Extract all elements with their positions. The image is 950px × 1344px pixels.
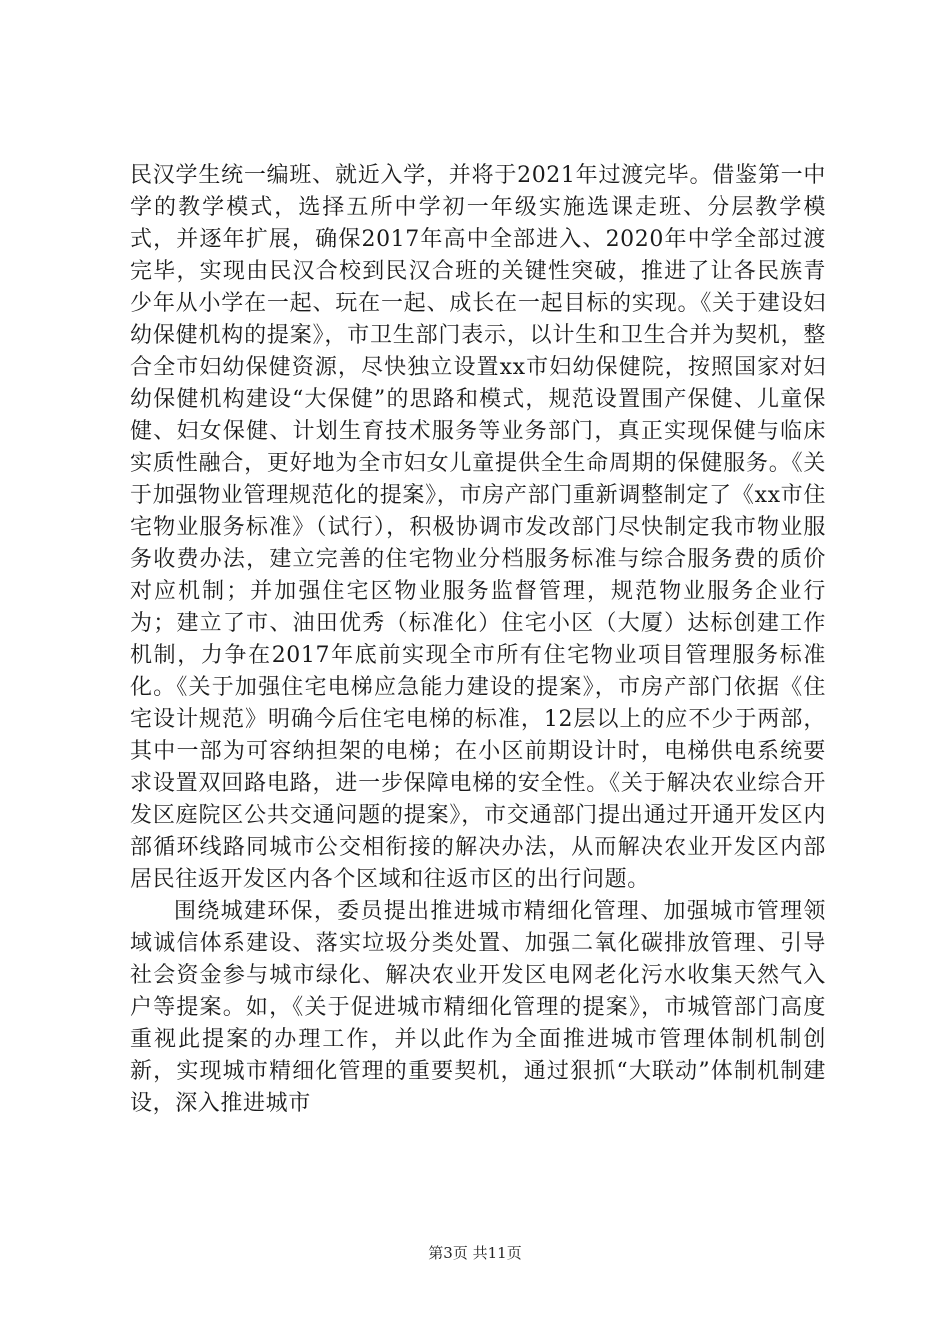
paragraph-urban-environment: 围绕城建环保，委员提出推进城市精细化管理、加强城市管理领域诚信体系建设、落实垃圾分类处置、加强二氧化碳排放管理、引导社会资金参与城市绿化、解决农业开发区电网老化污水收集天然气入户等提案。如，《关于促进城市精细化管理的提案》，市城管部门高度重视此提案的办理工作，并以此作为全面推进城市管理体制机制创新，实现城市精细化管理的重要契机，通过狠抓“大联动”体制机制建设，深入推进城市 <box>130 899 826 1116</box>
paragraph-continued: 民汉学生统一编班、就近入学，并将于2021年过渡完毕。借鉴第一中学的教学模式，选择五所中学初一年级实施选课走班、分层教学模式，并逐年扩展，确保2017年高中全部进入、2020年中学全部过渡完毕，实现由民汉合校到民汉合班的关键性突破，推进了让各民族青少年从小学在一起、玩在一起、成长在一起目标的实现。《关于建设妇幼保健机构的提案》，市卫生部门表示，以计生和卫生合并为契机，整合全市妇幼保健资源，尽快独立设置xx市妇幼保健院，按照国家对妇幼保健机构建设“大保健”的思路和模式，规范设置围产保健、儿童保健、妇女保健、计划生育技术服务等业务部门，真正实现保健与临床实质性融合，更好地为全市妇女儿童提供全生命周期的保健服务。《关于加强物业管理规范化的提案》，市房产部门重新调整制定了《xx市住宅物业服务标准》（试行），积极协调市发改部门尽快制定我市物业服务收费办法，建立完善的住宅物业分档服务标准与综合服务费的质价对应机制；并加强住宅区物业服务监督管理，规范物业服务企业行为；建立了市、油田优秀（标准化）住宅小区（大厦）达标创建工作机制，力争在2017年底前实现全市所有住宅物业项目管理服务标准化。《关于加强住宅电梯应急能力建设的提案》，市房产部门依据《住宅设计规范》明确今后住宅电梯的标准，12层以上的应不少于两部，其中一部为可容纳担架的电梯；在小区前期设计时，电梯供电系统要求设置双回路电路，进一步保障电梯的安全性。《关于解决农业综合开发区庭院区公共交通问题的提案》，市交通部门提出通过开通开发区内部循环线路同城市公交相衔接的解决办法，从而解决农业开发区内部居民往返开发区内各个区域和往返市区的出行问题。 <box>130 163 826 892</box>
document-body <box>130 160 826 1120</box>
page-number-footer: 第3页 共11页 <box>428 1244 522 1262</box>
